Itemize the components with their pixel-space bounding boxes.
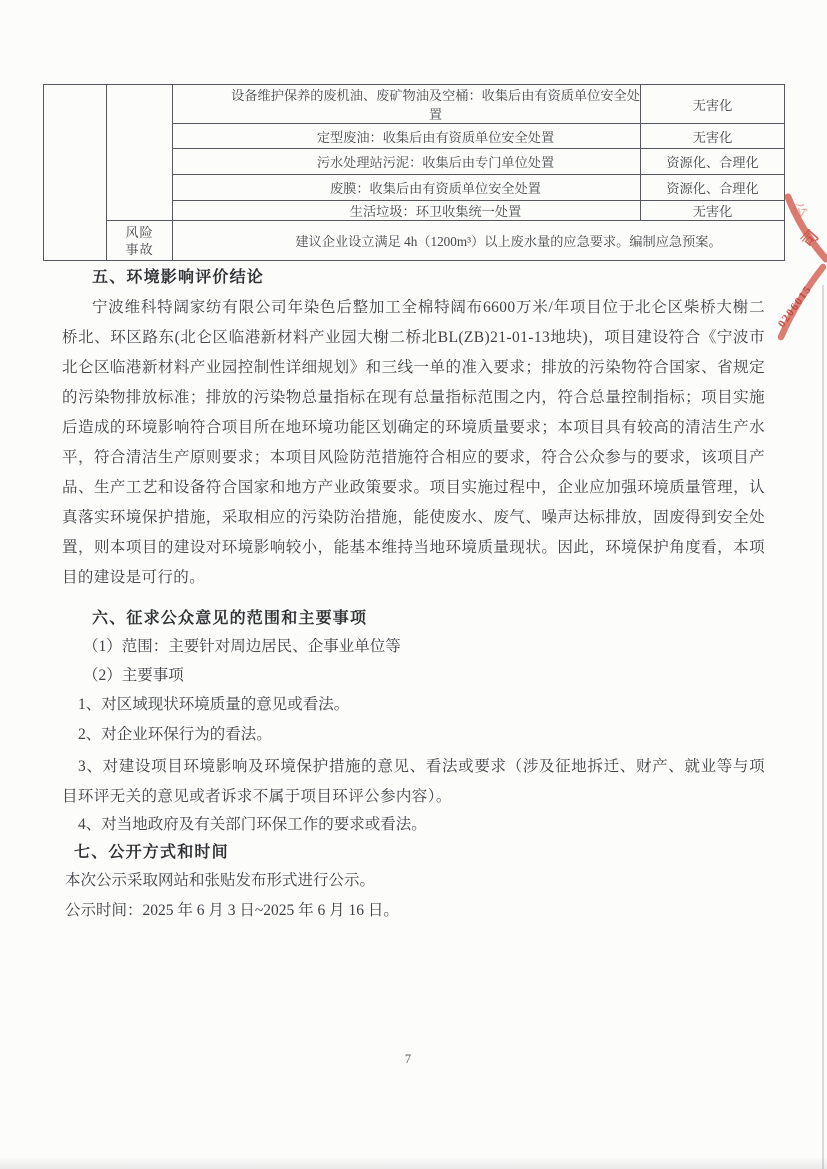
section-7-method-line: 本次公示采取网站和张贴发布形式进行公示。 — [65, 872, 376, 889]
waste-desc-cell: 污水处理站污泥：收集后由专门单位处置 — [173, 149, 641, 175]
waste-desc-cell: 废膜：收集后由有资质单位安全处置 — [173, 175, 641, 201]
waste-desc-cell: 生活垃圾：环卫收集统一处置 — [173, 201, 641, 221]
waste-result-cell: 无害化 — [641, 124, 785, 149]
scan-edge-artifact — [822, 285, 824, 1169]
risk-accident-label-cell — [107, 221, 173, 261]
section-6-heading: 六、征求公众意见的范围和主要事项 — [92, 610, 368, 627]
section-6-main-items-label: （2）主要事项 — [83, 667, 184, 684]
scan-bottom-shadow — [0, 1157, 827, 1169]
section-6-scope-line: （1）范围：主要针对周边居民、企事业单位等 — [83, 638, 401, 655]
risk-accident-label: 风险事故 — [125, 224, 154, 257]
seal-partial-char: 公 — [790, 200, 812, 222]
waste-desc-cell: 设备维护保养的废机油、废矿物油及空桶：收集后由有资质单位安全处置 — [173, 85, 641, 124]
waste-result-cell: 无害化 — [641, 201, 785, 221]
waste-result-cell: 无害化 — [641, 85, 785, 124]
section-6-item-4: 4、对当地政府及有关部门环保工作的要求或看法。 — [78, 816, 427, 833]
section-6-item-3: 3、对建设项目环境影响及环境保护措施的意见、看法或要求（涉及征地拆迁、财产、就业等与项目环评无关的意见或者诉求不属于项目环评公参内容）。 — [62, 758, 765, 805]
table-left-spacer-cell — [44, 85, 107, 261]
seal-number: 0206015 — [775, 283, 815, 330]
page-number: 7 — [404, 1052, 412, 1066]
waste-result-cell: 资源化、合理化 — [641, 149, 785, 175]
section-7-period-line: 公示时间：2025 年 6 月 3 日~2025 年 6 月 16 日。 — [65, 902, 399, 919]
section-6-item-1: 1、对区域现状环境质量的意见或看法。 — [78, 696, 350, 713]
waste-result-cell: 资源化、合理化 — [641, 175, 785, 201]
section-5-heading: 五、环境影响评价结论 — [92, 269, 265, 286]
risk-measure-cell: 建议企业设立满足 4h（1200m³）以上废水量的应急要求。编制应急预案。 — [173, 221, 785, 261]
table-row-risk — [44, 221, 785, 261]
seal-company-char: 司 — [799, 227, 823, 251]
red-seal-stamp — [745, 160, 827, 410]
section-7-heading: 七、公开方式和时间 — [74, 844, 229, 861]
waste-disposal-table — [43, 84, 785, 261]
section-5-paragraph: 宁波维科特阔家纺有限公司年染色后整加工全棉特阔布6600万米/年项目位于北仑区柴桥大榭二桥北、环区路东(北仑区临港新材料产业园大榭二桥北BL(ZB)21-01-13地块)，项目建设符合《宁波市北仑区临港新材料产业园控制性详细规划》和三线一单的准入要求；排放的污染物符合国家、省规定的污染物排放标准；排放的污染物总量指标在现有总量指标范围之内，符合总量控制指标；项目实施后造成的环境影响符合项目所在地环境功能区划确定的环境质量要求；本项目具有较高的清洁生产水平，符合清洁生产原则要求；本项目风险防范措施符合相应的要求，符合公众参与的要求，该项目产品、生产工艺和设备符合国家和地方产业政策要求。项目实施过程中，企业应加强环境质量管理，认真落实环境保护措施，采取相应的污染防治措施，能使废水、废气、噪声达标排放，固废得到安全处置，则本项目的建设对环境影响较小，能基本维持当地环境质量现状。因此，环境保护角度看，本项目的建设是可行的。 — [62, 299, 765, 586]
table-row — [44, 85, 785, 124]
table-category-cell — [107, 85, 173, 221]
waste-desc-cell: 定型废油：收集后由有资质单位安全处置 — [173, 124, 641, 149]
section-6-item-2: 2、对企业环保行为的看法。 — [78, 726, 272, 743]
